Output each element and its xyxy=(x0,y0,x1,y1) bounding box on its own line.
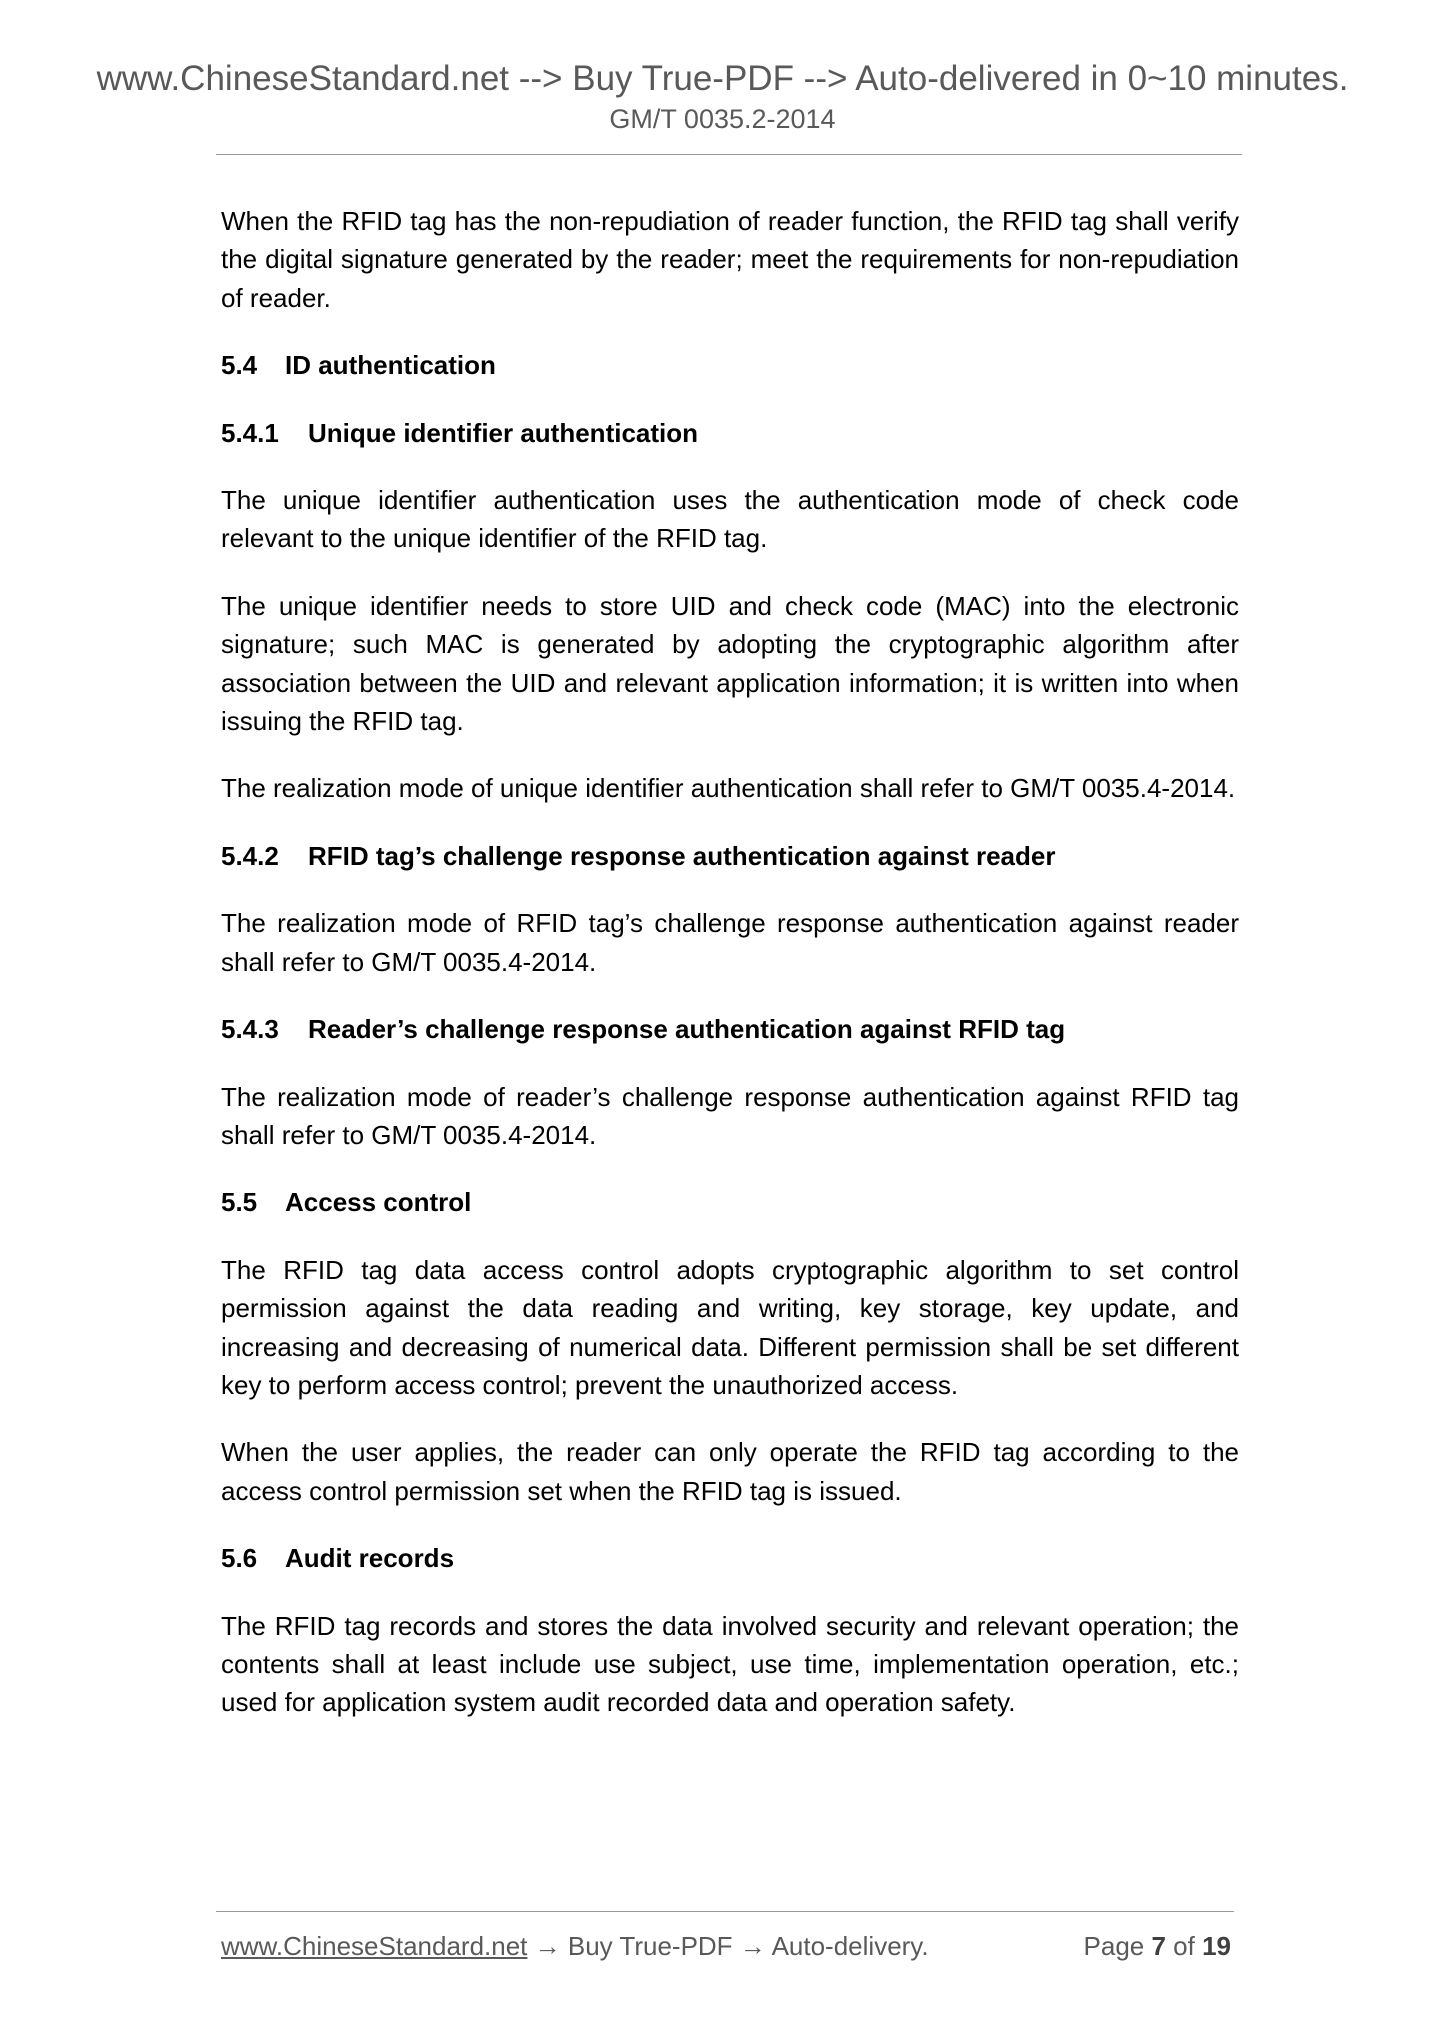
section-number: 5.4.1 xyxy=(221,417,279,448)
heading-5-4-1 xyxy=(221,414,1239,452)
document-code: GM/T 0035.2-2014 xyxy=(609,104,836,134)
paragraph-5-6: The RFID tag records and stores the data involved security and relevant operation; the contents shall at least include use subject, use time, implementation operation, etc.; used for application system audit recorded data and operation safety. xyxy=(221,1610,1239,1718)
paragraph-intro: When the RFID tag has the non-repudiation of reader function, the RFID tag shall verify the digital signature generated by the reader; meet the requirements for non-repudiation of reader. xyxy=(221,206,1239,313)
heading-5-4-2 xyxy=(221,837,1239,875)
section-number: 5.4.2 xyxy=(221,840,279,871)
header-divider xyxy=(216,154,1242,155)
total-pages-number: 19 xyxy=(1202,1931,1231,1961)
header-banner: www.ChineseStandard.net --> Buy True-PDF --> Auto-delivered in 0~10 minutes. xyxy=(96,59,1349,98)
page-content xyxy=(221,202,1239,1751)
section-number: 5.4 xyxy=(221,350,258,381)
page-footer xyxy=(221,1928,1231,1964)
paragraph-5-4-3: The realization mode of reader’s challenge response authentication against RFID tag shall refer to GM/T 0035.4-2014. xyxy=(221,1081,1239,1150)
section-number: 5.6 xyxy=(221,1543,258,1574)
footer-site-link[interactable]: www.ChineseStandard.net xyxy=(221,1931,528,1961)
section-title: ID authentication xyxy=(285,350,496,381)
section-title: Access control xyxy=(285,1187,472,1218)
page-label: Page xyxy=(1083,1931,1152,1961)
page-of-label: of xyxy=(1165,1931,1203,1961)
section-title: Reader’s challenge response authentication against RFID tag xyxy=(308,1014,1066,1045)
paragraph-5-5-b: When the user applies, the reader can only operate the RFID tag according to the access control permission set when the RFID tag is issued. xyxy=(221,1437,1239,1506)
heading-5-5 xyxy=(221,1183,1239,1221)
paragraph-5-4-1-b: The unique identifier needs to store UID and check code (MAC) into the electronic signature; such MAC is generated by adopting the cryptographic algorithm after association between the UID and relevant application information; it is written into when issuing the RFID tag. xyxy=(221,590,1239,737)
section-title: Unique identifier authentication xyxy=(308,417,699,448)
paragraph-5-4-1-c: The realization mode of unique identifier authentication shall refer to GM/T 0035.4-2014. xyxy=(221,773,1236,804)
section-number: 5.5 xyxy=(221,1187,258,1218)
page-indicator xyxy=(1084,1928,1231,1964)
heading-5-4 xyxy=(221,346,1239,384)
paragraph-5-5-a: The RFID tag data access control adopts cryptographic algorithm to set control permission against the data reading and writing, key storage, key update, and increasing and decreasing of numerical data. Different permission shall be set different key to perform access control; prevent the unauthorized access. xyxy=(221,1254,1239,1400)
section-title: Audit records xyxy=(285,1543,455,1574)
section-number: 5.4.3 xyxy=(221,1014,279,1045)
current-page-number: 7 xyxy=(1151,1931,1166,1961)
footer-divider xyxy=(216,1911,1234,1912)
section-title: RFID tag’s challenge response authentication against reader xyxy=(308,840,1056,871)
footer-tagline: → Buy True-PDF → Auto-delivery. xyxy=(527,1931,929,1961)
heading-5-4-3 xyxy=(221,1010,1239,1048)
paragraph-5-4-1-a: The unique identifier authentication uses the authentication mode of check code relevant to the unique identifier of the RFID tag. xyxy=(221,485,1239,554)
paragraph-5-4-2: The realization mode of RFID tag’s challenge response authentication against reader shall refer to GM/T 0035.4-2014. xyxy=(221,908,1239,977)
heading-5-6 xyxy=(221,1539,1239,1577)
